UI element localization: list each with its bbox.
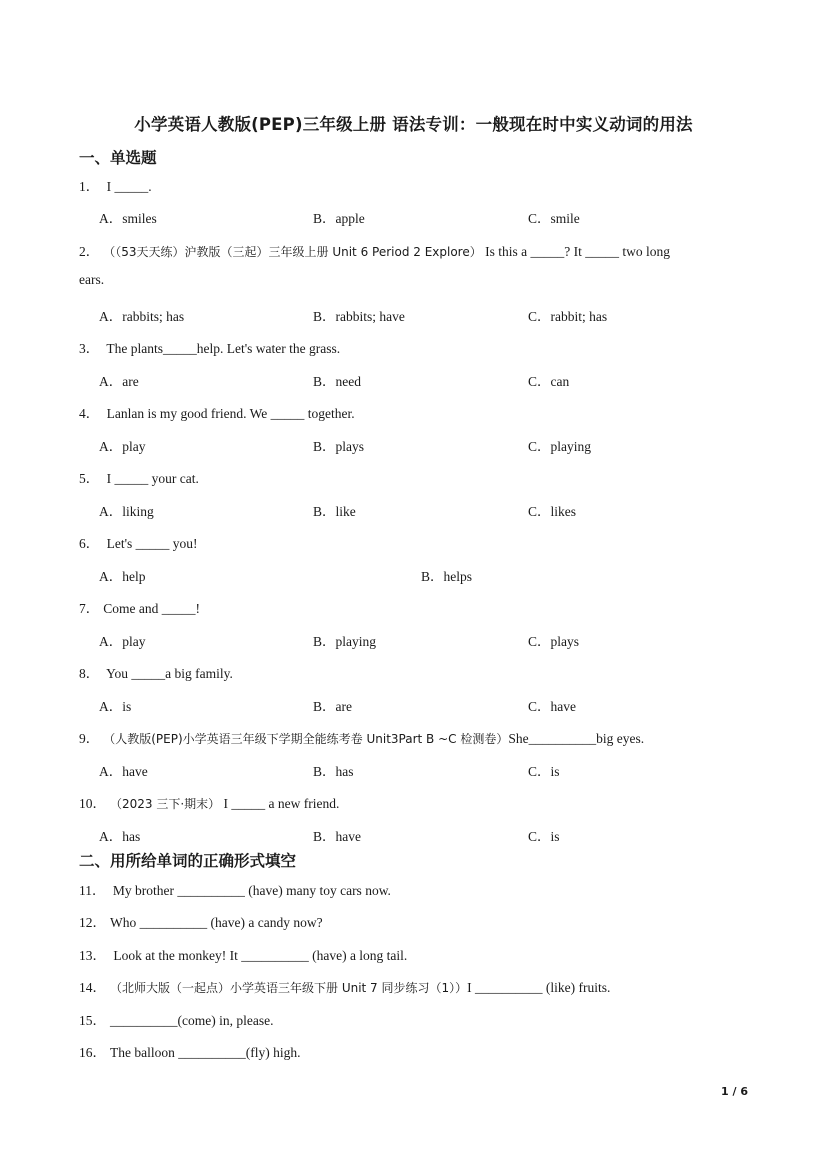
option-b: B．has xyxy=(313,764,354,779)
question-text: The balloon __________(fly) high. xyxy=(110,1045,301,1060)
option-b: B．rabbits; have xyxy=(313,309,405,324)
question-13 xyxy=(79,944,407,964)
question-text: Is this a _____? It _____ two long xyxy=(481,244,670,259)
question-16 xyxy=(79,1041,300,1061)
question-8 xyxy=(79,662,233,682)
option-b: B．have xyxy=(313,829,361,844)
question-text: I _____. xyxy=(103,179,152,194)
question-15 xyxy=(79,1009,273,1029)
question-number: 12． xyxy=(79,915,106,930)
question-text: I _____ your cat. xyxy=(103,471,199,486)
question-number: 8． xyxy=(79,666,100,681)
option-c: C．smile xyxy=(528,211,580,226)
option-b: B．like xyxy=(313,504,356,519)
option-c: C．plays xyxy=(528,634,580,649)
option-b: B．need xyxy=(313,374,361,389)
question-1 xyxy=(79,175,152,195)
section-heading-single-choice: 一、单选题 xyxy=(79,149,157,167)
option-c: C．have xyxy=(528,699,576,714)
option-b: B．apple xyxy=(313,211,365,226)
question-number: 3． xyxy=(79,341,100,356)
question-text: Let's _____ you! xyxy=(103,536,198,551)
option-c: C．likes xyxy=(528,504,577,519)
option-a: A．have xyxy=(99,764,148,779)
question-text: I _____ a new friend. xyxy=(220,796,340,811)
question-3 xyxy=(79,337,340,357)
question-number: 15． xyxy=(79,1013,106,1028)
question-source: （北师大版（一起点）小学英语三年级下册 Unit 7 同步练习（1）） xyxy=(110,981,468,995)
question-text: Who __________ (have) a candy now? xyxy=(110,915,323,930)
question-7 xyxy=(79,597,200,617)
question-4 xyxy=(79,402,355,422)
question-2 xyxy=(79,240,670,260)
option-a: A．are xyxy=(99,374,139,389)
option-b: B．plays xyxy=(313,439,365,454)
option-b: B．playing xyxy=(313,634,376,649)
question-text: Look at the monkey! It __________ (have) a long tail. xyxy=(110,948,408,963)
question-number: 13． xyxy=(79,948,106,963)
option-a: A．help xyxy=(99,569,146,584)
question-source: （（53天天练）沪教版（三起）三年级上册 Unit 6 Period 2 Explore） xyxy=(103,245,482,259)
question-text: My brother __________ (have) many toy cars now. xyxy=(109,883,391,898)
section-heading-fill-in: 二、用所给单词的正确形式填空 xyxy=(79,852,297,870)
option-c: C．is xyxy=(528,764,560,779)
option-a: A．smiles xyxy=(99,211,157,226)
question-14 xyxy=(79,976,610,996)
option-a: A．play xyxy=(99,634,146,649)
question-2-continued: ears. xyxy=(79,272,105,287)
option-b: B．are xyxy=(313,699,352,714)
question-text: Lanlan is my good friend. We _____ together. xyxy=(103,406,355,421)
option-c: C．is xyxy=(528,829,560,844)
question-text: You _____a big family. xyxy=(103,666,233,681)
question-number: 4． xyxy=(79,406,100,421)
option-b: B．helps xyxy=(421,569,473,584)
option-c: C．rabbit; has xyxy=(528,309,608,324)
option-c: C．playing xyxy=(528,439,591,454)
question-source: （人教版(PEP)小学英语三年级下学期全能练考卷 Unit3Part B ~C 检测卷） xyxy=(103,732,509,746)
question-number: 11． xyxy=(79,883,106,898)
question-5 xyxy=(79,467,199,487)
question-number: 9． xyxy=(79,731,100,746)
question-number: 10． xyxy=(79,796,106,811)
option-a: A．is xyxy=(99,699,132,714)
question-10 xyxy=(79,792,339,812)
question-number: 6． xyxy=(79,536,100,551)
option-a: A．rabbits; has xyxy=(99,309,185,324)
question-number: 2． xyxy=(79,244,100,259)
question-text: __________(come) in, please. xyxy=(110,1013,274,1028)
question-source: （2023 三下·期末） xyxy=(110,797,221,811)
question-text: The plants_____help. Let's water the grass. xyxy=(103,341,341,356)
option-a: A．liking xyxy=(99,504,154,519)
question-12 xyxy=(79,911,323,931)
question-text: Come and _____! xyxy=(103,601,200,616)
document-title: 小学英语人教版(PEP)三年级上册 语法专训：一般现在时中实义动词的用法 xyxy=(134,115,693,134)
page-number: 1 / 6 xyxy=(721,1085,748,1098)
option-c: C．can xyxy=(528,374,570,389)
question-6 xyxy=(79,532,198,552)
question-number: 5． xyxy=(79,471,100,486)
question-number: 14． xyxy=(79,980,106,995)
question-11 xyxy=(79,879,391,899)
question-number: 7． xyxy=(79,601,100,616)
question-text: She__________big eyes. xyxy=(508,731,645,746)
question-number: 1． xyxy=(79,179,100,194)
question-9 xyxy=(79,727,644,747)
option-a: A．has xyxy=(99,829,141,844)
option-a: A．play xyxy=(99,439,146,454)
question-number: 16． xyxy=(79,1045,106,1060)
question-text: I __________ (like) fruits. xyxy=(467,980,611,995)
